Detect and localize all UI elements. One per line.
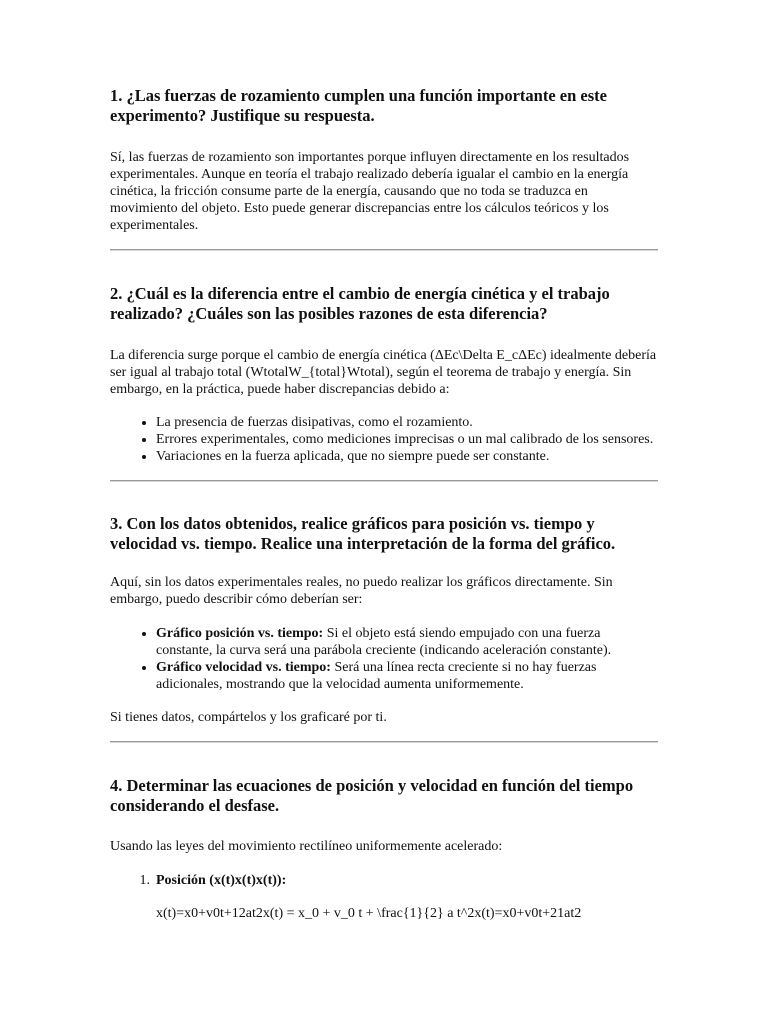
list-item-text: Será una línea recta creciente si no hay fuerzas adicionales, mostrando que la velocidad aumenta uniformemente. [156,660,597,692]
section-3-title: 3. Con los datos obtenidos, realice gráficos para posición vs. tiempo y velocidad vs. tiempo. Realice una interpretación de la forma del gráfico. [110,514,616,553]
section-4-paragraph: Usando las leyes del movimiento rectilíneo uniformemente acelerado: [110,839,503,854]
section-3 [110,514,658,726]
list-item-text: Si el objeto está siendo empujado con una fuerza constante, la curva será una parábola creciente (indicando aceleración constante). [156,626,612,658]
section-1-title: 1. ¿Las fuerzas de rozamiento cumplen una función importante en este experimento? Justifique su respuesta. [110,86,607,125]
section-2-title: 2. ¿Cuál es la diferencia entre el cambio de energía cinética y el trabajo realizado? ¿Cuáles son las posibles razones de esta diferencia? [110,284,610,323]
section-4-numbered-item [110,872,658,889]
list-item: • La presencia de fuerzas disipativas, como el rozamiento. [156,414,658,431]
list-item: • Errores experimentales, como mediciones imprecisas o un mal calibrado de los sensores. [156,431,658,448]
document-page [110,86,658,922]
list-item-bold: Gráfico posición vs. tiempo: [156,626,324,641]
divider-3 [110,741,658,743]
divider-2 [110,480,658,482]
section-2-bullet-list [110,414,658,465]
numbered-item-marker: 1. [139,873,150,888]
numbered-item-label: Posición (x(t)x(t)x(t)): [156,873,287,888]
section-3-bullet-list [110,625,658,693]
section-4 [110,776,658,922]
section-2 [110,284,658,465]
section-4-title: 4. Determinar las ecuaciones de posición y velocidad en función del tiempo considerando el desfase. [110,776,634,815]
list-item: • Variaciones en la fuerza aplicada, que no siempre puede ser constante. [156,448,658,465]
section-3-paragraph: Aquí, sin los datos experimentales reales, no puedo realizar los gráficos directamente. Sin embargo, puedo describir cómo deberían ser: [110,575,613,607]
list-item [156,659,658,693]
divider-1 [110,249,658,251]
position-formula: x(t)=x0+v0t+12at2x(t) = x_0 + v_0 t + \frac{1}{2} a t^2x(t)=x0+v0t+21at2 [156,906,582,921]
list-item [156,625,658,659]
section-2-paragraph: La diferencia surge porque el cambio de energía cinética (ΔEc\Delta E_cΔEc) idealmente debería ser igual al trabajo total (WtotalW_{total}Wtotal), según el teorema de trabajo y energía. Sin embargo, en la práctica, puede haber discrepancias debido a: [110,348,657,397]
list-item-bold: Gráfico velocidad vs. tiempo: [156,660,331,675]
section-1-paragraph: Sí, las fuerzas de rozamiento son importantes porque influyen directamente en los resultados experimentales. Aunque en teoría el trabajo realizado debería igualar el cambio en la energía cinética, la fricción consume parte de la energía, causando que no toda se traduzca en movimiento del objeto. Esto puede generar discrepancias entre los cálculos teóricos y los experimentales. [110,150,630,233]
section-3-closing: Si tienes datos, compártelos y los graficaré por ti. [110,710,387,725]
section-1 [110,86,658,234]
